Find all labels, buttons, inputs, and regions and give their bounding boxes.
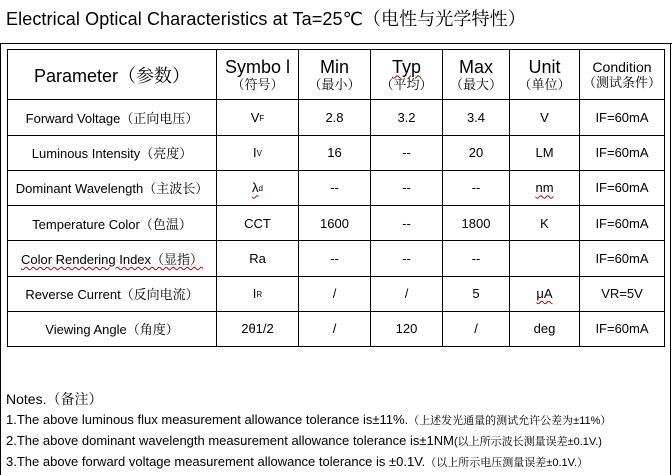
header-min: Min （最小）: [299, 50, 371, 100]
cell-min: /: [299, 311, 371, 346]
table-header-row: [8, 50, 665, 100]
cell-max: 1800: [443, 206, 510, 241]
cell-unit: deg: [510, 311, 580, 346]
header-unit: Unit （单位）: [510, 50, 580, 100]
table-row: [8, 311, 665, 346]
cell-symbol: 2θ1/2: [217, 311, 299, 346]
cell-max: --: [443, 241, 510, 276]
cell-parameter: Viewing Angle（角度）: [8, 311, 217, 346]
cell-parameter: Forward Voltage（正向电压）: [8, 100, 217, 135]
cell-typ: 3.2: [371, 100, 443, 135]
cell-max: 20: [443, 135, 510, 170]
cell-unit: μA: [510, 276, 580, 311]
header-condition: Condition （测试条件）: [580, 50, 665, 100]
frame-left-border: [0, 43, 1, 475]
note-line: 2.The above dominant wavelength measurement allowance tolerance is±1NM(以上所示波长测量误差±0.1V.): [6, 433, 602, 448]
page-title: Electrical Optical Characteristics at Ta=25℃（电性与光学特性）: [6, 9, 526, 29]
cell-parameter: Luminous Intensity（亮度）: [8, 135, 217, 170]
table-row: [8, 100, 665, 135]
table-row: [8, 206, 665, 241]
cell-symbol: IV: [217, 135, 299, 170]
cell-max: 5: [443, 276, 510, 311]
cell-condition: IF=60mA: [580, 135, 665, 170]
cell-condition: IF=60mA: [580, 170, 665, 205]
cell-min: --: [299, 170, 371, 205]
characteristics-table: [7, 49, 665, 347]
cell-min: /: [299, 276, 371, 311]
cell-parameter: Temperature Color（色温）: [8, 206, 217, 241]
cell-condition: IF=60mA: [580, 100, 665, 135]
notes-section: [6, 389, 670, 472]
cell-symbol: CCT: [217, 206, 299, 241]
cell-max: 3.4: [443, 100, 510, 135]
cell-typ: --: [371, 241, 443, 276]
cell-unit: K: [510, 206, 580, 241]
note-line: 3.The above forward voltage measurement allowance tolerance is ±0.1V.（以上所示电压测量误差±0.1V.）: [6, 454, 589, 469]
cell-unit: nm: [510, 170, 580, 205]
cell-typ: 120: [371, 311, 443, 346]
table-row: [8, 170, 665, 205]
header-typ: Typ （平均）: [371, 50, 443, 100]
cell-min: 2.8: [299, 100, 371, 135]
cell-typ: --: [371, 135, 443, 170]
cell-unit: V: [510, 100, 580, 135]
cell-unit: [510, 241, 580, 276]
notes-title: Notes.（备注）: [6, 391, 103, 407]
table-row: [8, 241, 665, 276]
frame-right-border: [670, 43, 671, 475]
cell-symbol: Ra: [217, 241, 299, 276]
cell-symbol: IR: [217, 276, 299, 311]
cell-typ: --: [371, 170, 443, 205]
cell-condition: IF=60mA: [580, 311, 665, 346]
cell-parameter: Dominant Wavelength（主波长）: [8, 170, 217, 205]
cell-symbol: λd: [217, 170, 299, 205]
note-line: 1.The above luminous flux measurement allowance tolerance is±11%.（上述发光通量的测试允许公差为±11%）: [6, 412, 612, 427]
header-symbol: Symbo l （符号）: [217, 50, 299, 100]
cell-condition: IF=60mA: [580, 206, 665, 241]
cell-condition: VR=5V: [580, 276, 665, 311]
table-row: [8, 276, 665, 311]
cell-typ: --: [371, 206, 443, 241]
cell-max: /: [443, 311, 510, 346]
header-parameter: Parameter（参数）: [8, 50, 217, 100]
cell-condition: IF=60mA: [580, 241, 665, 276]
cell-min: --: [299, 241, 371, 276]
cell-max: --: [443, 170, 510, 205]
cell-unit: LM: [510, 135, 580, 170]
cell-min: 16: [299, 135, 371, 170]
cell-min: 1600: [299, 206, 371, 241]
cell-parameter: Reverse Current（反向电流）: [8, 276, 217, 311]
header-max: Max （最大）: [443, 50, 510, 100]
cell-symbol: VF: [217, 100, 299, 135]
frame-top-border: [0, 43, 672, 44]
cell-parameter: Color Rendering Index（显指）: [8, 241, 217, 276]
cell-typ: /: [371, 276, 443, 311]
table-row: [8, 135, 665, 170]
